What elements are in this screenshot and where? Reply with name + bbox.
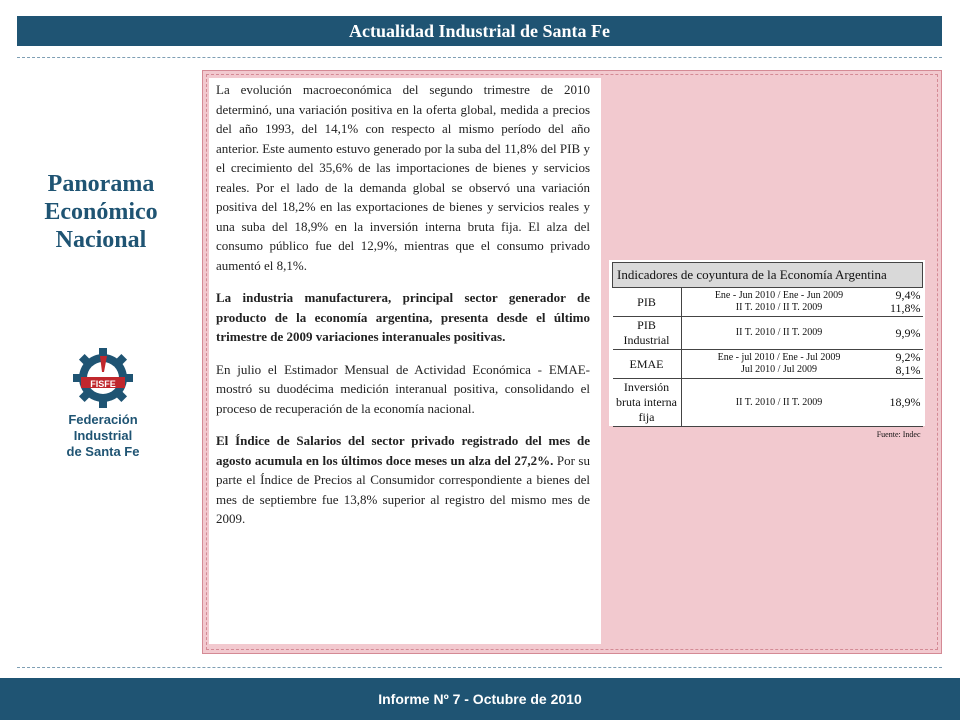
value: 9,2%: [895, 350, 921, 364]
table-row: [613, 379, 923, 427]
table-row: [613, 317, 923, 350]
row-periods: [681, 350, 877, 379]
indicators-table: [612, 262, 923, 440]
row-periods: [681, 288, 877, 317]
divider-bottom: [17, 667, 942, 668]
value: 8,1%: [895, 363, 921, 377]
period: Ene - jul 2010 / Ene - Jul 2009: [717, 352, 841, 363]
table-title: Indicadores de coyuntura de la Economía Argentina: [613, 263, 923, 288]
divider-top: [17, 57, 942, 58]
header-bar: [17, 16, 942, 46]
table-row: [613, 350, 923, 379]
period: Jul 2010 / Jul 2009: [740, 364, 818, 375]
row-period: II T. 2010 / II T. 2009: [681, 317, 877, 350]
paragraph-mixed: [216, 431, 590, 529]
section-title-line: Nacional: [55, 227, 147, 253]
row-value: 18,9%: [877, 379, 923, 427]
table-source-row: [613, 427, 923, 441]
paragraph: En julio el Estimador Mensual de Actividad Económica - EMAE- mostró su duodécima medición interanual positiva, consolidando el proceso de recuperación de la economía nacional.: [216, 361, 590, 416]
logo-text: [38, 412, 168, 460]
value: 11,8%: [889, 301, 921, 315]
row-label: Inversión bruta interna fija: [613, 379, 682, 427]
logo-acronym: FISFE: [90, 379, 116, 389]
table-header-row: [613, 263, 923, 288]
value: 9,4%: [895, 288, 921, 302]
row-label: PIB: [613, 288, 682, 317]
period: Ene - Jun 2010 / Ene - Jun 2009: [714, 290, 844, 301]
section-title: [20, 170, 182, 254]
header-title: Actualidad Industrial de Santa Fe: [348, 21, 611, 41]
paragraph-rest-part: Por su parte el Índice de Precios al Consumidor correspondiente a bienes del mes de septiembre fue 13,8% superior al registro del mismo mes de 2009.: [216, 452, 590, 526]
row-period: II T. 2010 / II T. 2009: [681, 379, 877, 427]
paragraph-bold: La industria manufacturera, principal sector generador de producto de la economía argentina, presenta desde el último trimestre de 2009 variaciones interanuales positivas.: [216, 290, 590, 344]
section-title-line: Panorama: [47, 171, 155, 197]
logo-line: de Santa Fe: [66, 444, 140, 459]
logo-line: Federación Industrial: [68, 412, 138, 443]
section-title-line: Económico: [44, 199, 158, 225]
table-row: [613, 288, 923, 317]
paragraph-bold-part: El Índice de Salarios del sector privado registrado del mes de agosto acumula en los últimos doce meses un alza del 27,2%.: [216, 433, 590, 468]
row-values: [877, 350, 923, 379]
row-label: EMAE: [613, 350, 682, 379]
paragraph: La evolución macroeconómica del segundo trimestre de 2010 determinó, una variación positiva en la oferta global, medida a precios del año 1993, del 14,1% con respecto al mismo período del año anterior. Este aumento estuvo generado por la suba del 11,8% del PIB y el crecimiento del 35,6% de las importaciones de bienes y servicios reales. Por el lado de la demanda global se observó una variación positiva del 18,2% en las exportaciones de bienes y servicios reales y una suba del 18,9% en la inversión interna bruta fija. El alza del consumo público fue del 12,9%, mientras que el consumo privado aumentó el 8,1%.: [216, 82, 590, 273]
table-source: Fuente: Indec: [876, 430, 921, 439]
row-values: [877, 288, 923, 317]
fisfe-logo: [38, 348, 168, 458]
footer-text: Informe Nº 7 - Octubre de 2010: [378, 691, 582, 707]
row-label: PIB Industrial: [613, 317, 682, 350]
period: II T. 2010 / II T. 2009: [735, 302, 823, 313]
row-value: 9,9%: [877, 317, 923, 350]
footer-bar: [0, 678, 960, 720]
body-text: [216, 80, 590, 542]
gear-emblem-icon: [38, 348, 168, 412]
